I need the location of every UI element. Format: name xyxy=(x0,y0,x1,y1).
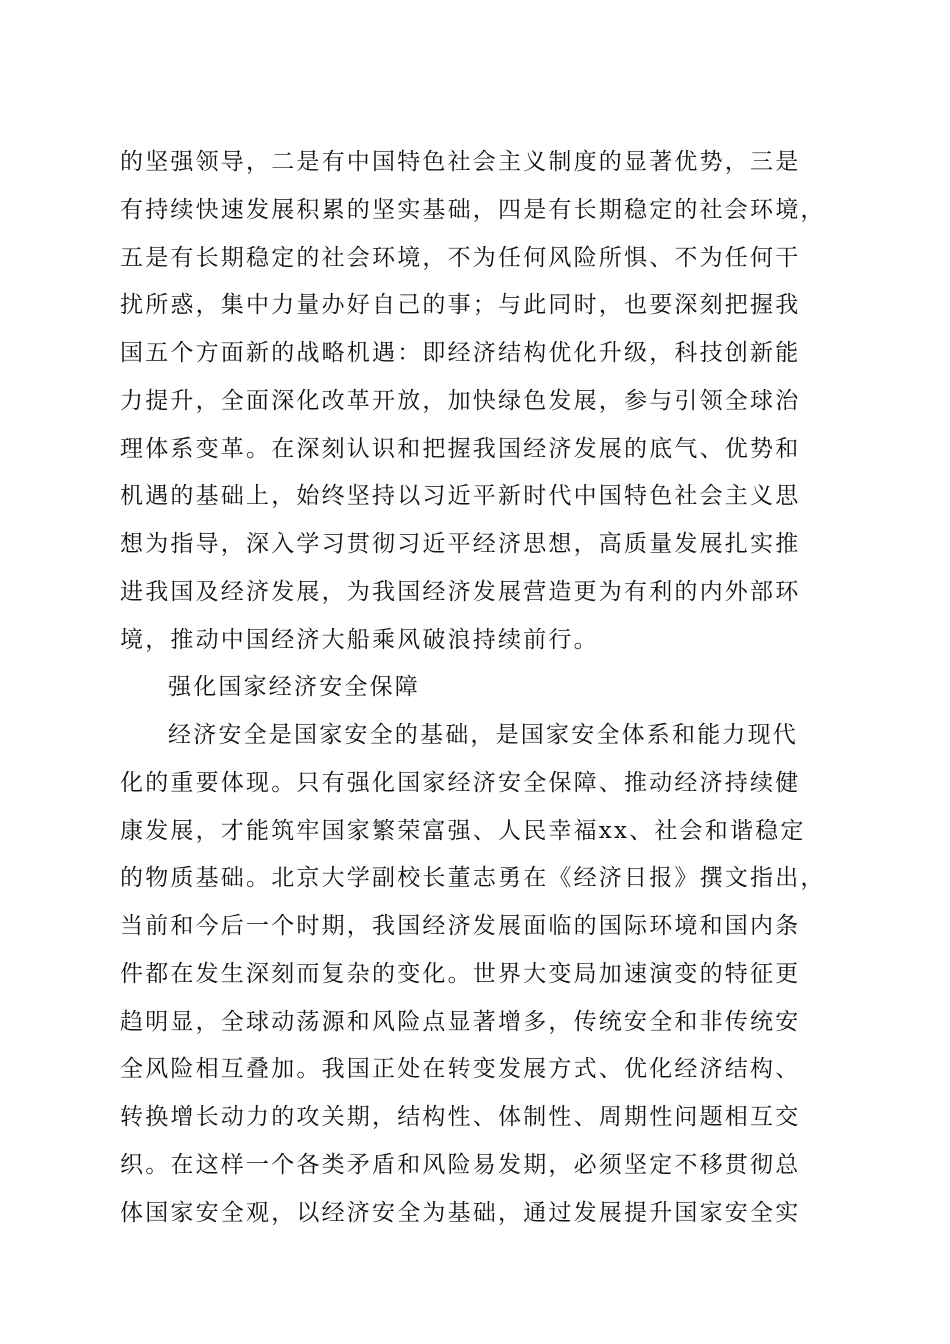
text-line: 康发展，才能筑牢国家繁荣富强、人民幸福xx、社会和谐稳定 xyxy=(120,818,806,844)
text-line: 国五个方面新的战略机遇：即经济结构优化升级，科技创新能 xyxy=(120,340,801,366)
text-line: 理体系变革。在深刻认识和把握我国经济发展的底气、优势和 xyxy=(120,436,801,462)
text-line: 想为指导，深入学习贯彻习近平经济思想，高质量发展扎实推 xyxy=(120,531,801,557)
text-line: 当前和今后一个时期，我国经济发展面临的国际环境和国内条 xyxy=(120,913,801,939)
text-line: 的物质基础。北京大学副校长董志勇在《经济日报》撰文指出， xyxy=(120,865,826,891)
text-line: 转换增长动力的攻关期，结构性、体制性、周期性问题相互交 xyxy=(120,1104,801,1130)
text-line: 进我国及经济发展，为我国经济发展营造更为有利的内外部环 xyxy=(120,579,801,605)
text-line: 有持续快速发展积累的坚实基础，四是有长期稳定的社会环境， xyxy=(120,197,826,223)
text-line: 件都在发生深刻而复杂的变化。世界大变局加速演变的特征更 xyxy=(120,961,801,987)
text-line: 趋明显，全球动荡源和风险点显著增多，传统安全和非传统安 xyxy=(120,1009,801,1035)
text-line: 经济安全是国家安全的基础，是国家安全体系和能力现代 xyxy=(168,722,798,748)
text-line: 体国家安全观，以经济安全为基础，通过发展提升国家安全实 xyxy=(120,1200,801,1226)
section-heading: 强化国家经济安全保障 xyxy=(168,674,420,700)
text-line: 境，推动中国经济大船乘风破浪持续前行。 xyxy=(120,627,599,653)
text-line: 扰所惑，集中力量办好自己的事；与此同时，也要深刻把握我 xyxy=(120,292,801,318)
text-line: 化的重要体现。只有强化国家经济安全保障、推动经济持续健 xyxy=(120,770,801,796)
text-line: 的坚强领导，二是有中国特色社会主义制度的显著优势，三是 xyxy=(120,149,801,175)
text-line: 力提升，全面深化改革开放，加快绿色发展，参与引领全球治 xyxy=(120,388,801,414)
text-line: 织。在这样一个各类矛盾和风险易发期，必须坚定不移贯彻总 xyxy=(120,1152,801,1178)
text-line: 机遇的基础上，始终坚持以习近平新时代中国特色社会主义思 xyxy=(120,483,801,509)
text-line: 全风险相互叠加。我国正处在转变发展方式、优化经济结构、 xyxy=(120,1056,801,1082)
text-line: 五是有长期稳定的社会环境，不为任何风险所惧、不为任何干 xyxy=(120,245,801,271)
